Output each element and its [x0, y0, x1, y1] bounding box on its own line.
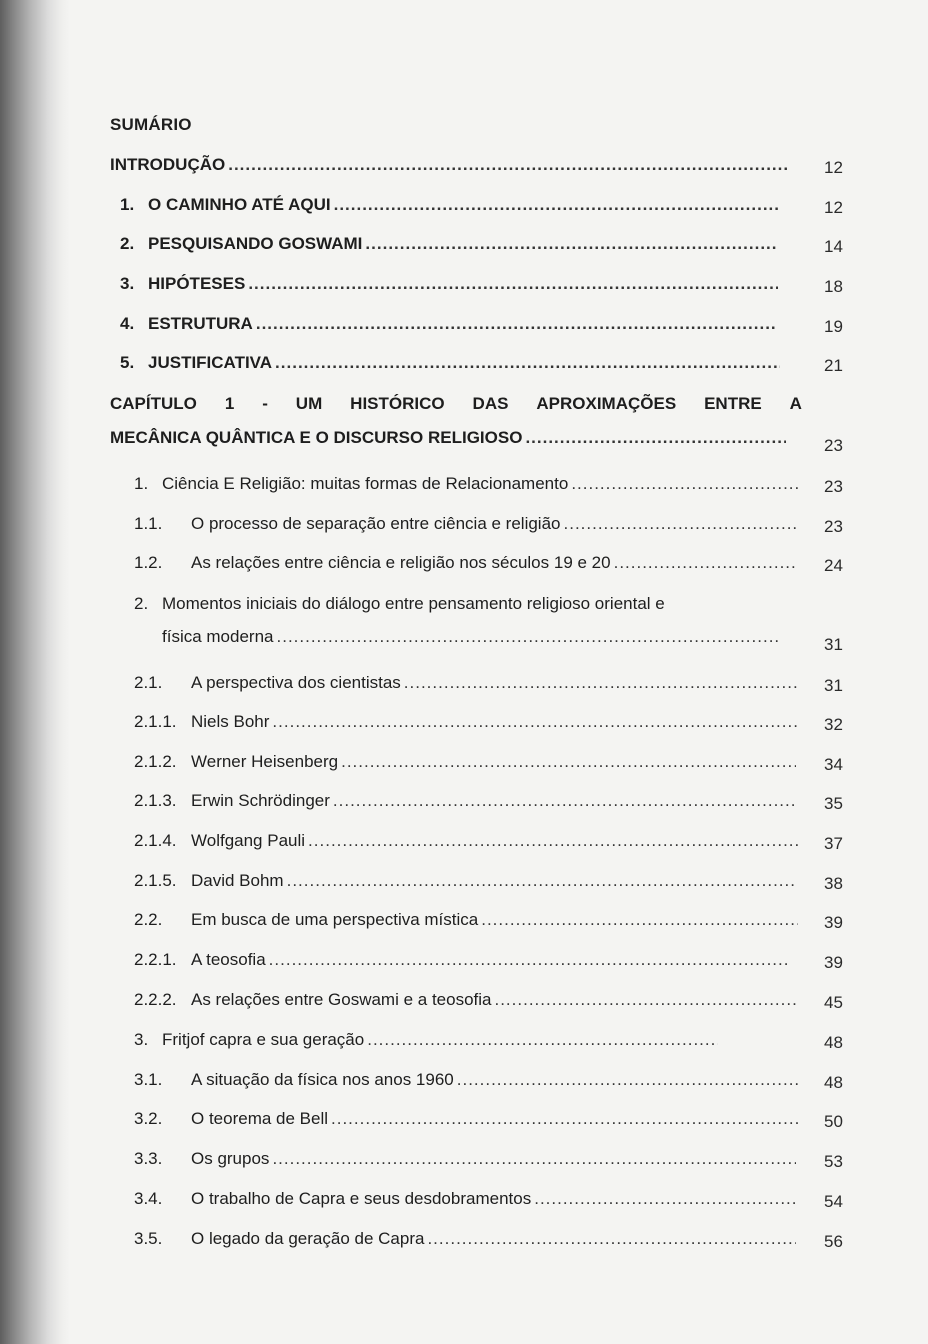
toc-entry-label: O CAMINHO ATÉ AQUI	[148, 195, 331, 214]
toc-entry-number: 3.	[134, 1030, 149, 1049]
dot-leader	[228, 155, 788, 175]
toc-entry	[0, 1030, 928, 1056]
chapter-title-line-2	[0, 428, 928, 454]
toc-entry-label: A teosofia	[191, 950, 266, 969]
toc-entry-number: 1.	[120, 195, 135, 214]
toc-entry-label: MECÂNICA QUÂNTICA E O DISCURSO RELIGIOSO	[110, 428, 523, 447]
page-title: SUMÁRIO	[110, 115, 192, 134]
toc-entry	[0, 712, 928, 738]
toc-page-number: 23	[824, 436, 843, 455]
toc-entry	[0, 514, 928, 540]
toc-entry-number: 4.	[120, 314, 135, 333]
dot-leader	[494, 990, 796, 1010]
dot-leader	[534, 1189, 798, 1209]
toc-entry-number: 2.2.1.	[134, 950, 177, 969]
dot-leader	[275, 353, 780, 373]
toc-entry-label: O legado da geração de Capra	[191, 1229, 425, 1248]
toc-page-number: 14	[824, 237, 843, 256]
toc-entry-label: Erwin Schrödinger	[191, 791, 330, 810]
dot-leader	[564, 514, 799, 534]
dot-leader	[427, 1229, 796, 1249]
dot-leader	[333, 791, 798, 811]
toc-entry	[0, 950, 928, 976]
dot-leader	[287, 871, 796, 891]
dot-leader	[269, 950, 791, 970]
toc-entry-number: 2.2.2.	[134, 990, 177, 1009]
toc-entry	[0, 1189, 928, 1215]
dot-leader	[367, 1030, 718, 1050]
toc-entry-number: 2.1.1.	[134, 712, 177, 731]
toc-entry-number: 3.	[120, 274, 135, 293]
toc-entry-label: Momentos iniciais do diálogo entre pensamento religioso oriental e	[162, 594, 665, 613]
toc-entry	[0, 353, 928, 379]
toc-entry-number: 3.5.	[134, 1229, 163, 1248]
toc-entry-label: Werner Heisenberg	[191, 752, 339, 771]
toc-entry	[0, 752, 928, 778]
toc-entry-number: 3.4.	[134, 1189, 163, 1208]
toc-entry-label: física moderna	[162, 627, 274, 646]
toc-entry-number: 3.2.	[134, 1109, 163, 1128]
toc-entry-number: 3.3.	[134, 1149, 163, 1168]
toc-entry-number: 2.1.	[134, 673, 163, 692]
toc-page-number: 23	[824, 477, 843, 496]
toc-page-number: 34	[824, 755, 843, 774]
toc-entry-label: O processo de separação entre ciência e religião	[191, 514, 561, 533]
toc-entry-label: As relações entre ciência e religião nos séculos 19 e 20	[191, 553, 611, 572]
toc-entry	[0, 1149, 928, 1175]
dot-leader	[331, 1109, 798, 1129]
dot-leader	[272, 1149, 796, 1169]
toc-entry-number: 2.	[120, 234, 135, 253]
toc-entry-number: 1.2.	[134, 553, 163, 572]
toc-entry	[0, 831, 928, 857]
dot-leader	[571, 474, 798, 494]
dot-leader	[525, 428, 786, 448]
toc-entry	[0, 990, 928, 1016]
toc-entry-number: 3.1.	[134, 1070, 163, 1089]
toc-entry-label: Wolfgang Pauli	[191, 831, 306, 850]
toc-entry-label: O teorema de Bell	[191, 1109, 329, 1128]
toc-entry-label: Ciência E Religião: muitas formas de Relacionamento	[162, 474, 569, 493]
toc-page-number: 32	[824, 715, 843, 734]
toc-entry-number: 2.1.5.	[134, 871, 177, 890]
toc-entry-number: 2.1.3.	[134, 791, 177, 810]
toc-entry	[0, 1229, 928, 1255]
toc-entry	[0, 910, 928, 936]
toc-page-number: 38	[824, 874, 843, 893]
toc-entry-label: HIPÓTESES	[148, 274, 246, 293]
toc-page-number: 56	[824, 1232, 843, 1251]
toc-entry-number: 2.	[134, 594, 149, 613]
toc-entry	[0, 871, 928, 897]
dot-leader	[334, 195, 780, 215]
toc-entry-label: Niels Bohr	[191, 712, 270, 731]
toc-entry-label: As relações entre Goswami e a teosofia	[191, 990, 492, 1009]
dot-leader	[481, 910, 798, 930]
toc-page-number: 48	[824, 1073, 843, 1092]
toc-entry-number: 1.	[134, 474, 149, 493]
toc-page-number: 45	[824, 993, 843, 1012]
toc-entry-number: 2.1.2.	[134, 752, 177, 771]
dot-leader	[614, 553, 796, 573]
toc-page-number: 12	[824, 158, 843, 177]
chapter-title-line-1: CAPÍTULO 1 - UM HISTÓRICO DAS APROXIMAÇÕES ENTRE A	[110, 394, 802, 413]
toc-entry-label: Em busca de uma perspectiva mística	[191, 910, 479, 929]
toc-page-number: 24	[824, 556, 843, 575]
dot-leader	[272, 712, 798, 732]
toc-entry	[0, 1109, 928, 1135]
toc-page-number: 53	[824, 1152, 843, 1171]
toc-entry-label: PESQUISANDO GOSWAMI	[148, 234, 363, 253]
toc-entry	[0, 553, 928, 579]
toc-entry-label: A perspectiva dos cientistas	[191, 673, 401, 692]
toc-page-number: 39	[824, 953, 843, 972]
toc-page-number: 48	[824, 1033, 843, 1052]
dot-leader	[308, 831, 798, 851]
toc-entry	[0, 195, 928, 221]
toc-page-number: 18	[824, 277, 843, 296]
dot-leader	[341, 752, 796, 772]
toc-page-number: 21	[824, 356, 843, 375]
toc-entry	[0, 234, 928, 260]
toc-entry-introducao	[0, 155, 928, 181]
toc-page-number: 54	[824, 1192, 843, 1211]
toc-entry	[0, 791, 928, 817]
dot-leader	[277, 627, 781, 647]
toc-entry	[0, 474, 928, 500]
toc-entry	[0, 673, 928, 699]
toc-entry-number: 1.1.	[134, 514, 163, 533]
toc-entry-label: JUSTIFICATIVA	[148, 353, 273, 372]
toc-entry	[0, 314, 928, 340]
toc-entry-wrapped-line-2	[0, 627, 928, 653]
dot-leader	[404, 673, 798, 693]
dot-leader	[365, 234, 776, 254]
toc-page-number: 12	[824, 198, 843, 217]
dot-leader	[248, 274, 778, 294]
toc-page-number: 23	[824, 517, 843, 536]
toc-entry-label: INTRODUÇÃO	[110, 155, 226, 174]
toc-entry	[0, 1070, 928, 1096]
toc-entry	[0, 274, 928, 300]
toc-entry-number: 2.2.	[134, 910, 163, 929]
toc-page-number: 31	[824, 676, 843, 695]
toc-page-number: 39	[824, 913, 843, 932]
toc-entry-wrapped	[0, 594, 928, 620]
toc-page-number: 19	[824, 317, 843, 336]
toc-entry-label: Os grupos	[191, 1149, 270, 1168]
toc-page-number: 37	[824, 834, 843, 853]
toc-entry-label: ESTRUTURA	[148, 314, 253, 333]
toc-entry-number: 5.	[120, 353, 135, 372]
toc-entry-label: A situação da física nos anos 1960	[191, 1070, 454, 1089]
dot-leader	[457, 1070, 798, 1090]
toc-page-number: 50	[824, 1112, 843, 1131]
toc-entry-number: 2.1.4.	[134, 831, 177, 850]
toc-page-number: 31	[824, 635, 843, 654]
toc-entry-label: David Bohm	[191, 871, 284, 890]
dot-leader	[256, 314, 776, 334]
toc-entry-label: O trabalho de Capra e seus desdobramentos	[191, 1189, 532, 1208]
toc-page-number: 35	[824, 794, 843, 813]
toc-entry-label: Fritjof capra e sua geração	[162, 1030, 365, 1049]
